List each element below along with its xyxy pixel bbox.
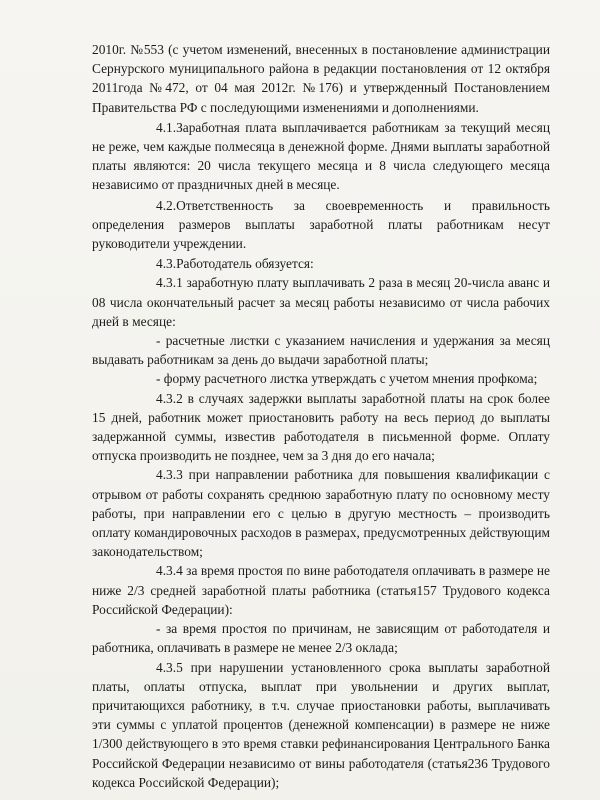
paragraph-4-3: 4.3.Работодатель обязуется: xyxy=(156,256,314,272)
paragraph-4-3-5: 4.3.5 при нарушении установленного срока выплаты заработной платы, оплаты отпуска, выплат при увольнении и других выплат, причитающихся работнику, в т.ч. случае приостановки работы, выплачивать эти суммы с уплатой процентов (денежной компенсации) в размере не ниже 1/300 действующего в это время ставки рефинансирования Центрального Банка Российской Федерации независимо от вины работодателя (статья236 Трудового кодекса Российской Федерации); xyxy=(92,659,550,790)
paragraph-4-3-4: 4.3.4 за время простоя по вине работодателя оплачивать в размере не ниже 2/3 средней заработной платы работника (статья157 Трудового кодекса Российской Федерации): xyxy=(92,563,550,617)
paragraph-list-item-downtime: - за время простоя по причинам, не зависящим от работодателя и работника, оплачивать в размере не менее 2/3 оклада; xyxy=(92,621,550,656)
paragraph-4-3-3: 4.3.3 при направлении работника для повышения квалификации с отрывом от работы сохранять среднюю заработную плату по основному месту работы, при направлении его с целью в другую местность – производить оплату командировочных расходов в размерах, предусмотренных действующим законодательством; xyxy=(92,467,550,560)
paragraph-4-1: 4.1.Заработная плата выплачивается работникам за текущий месяц не реже, чем каждые полмесяца в денежной форме. Днями выплаты заработной платы являются: 20 числа текущего месяца и 8 числа следующего месяца независимо от праздничных дней в месяце. xyxy=(92,119,550,193)
paragraph-intro: 2010г. №553 (с учетом изменений, внесенных в постановление администрации Сернурского муниципального района в редакции постановления от 12 октября 2011года №472, от 04 мая 2012г. №176) и утвержденный Постановлением Правительства РФ с последующими изменениями и дополнениями. xyxy=(92,42,550,115)
paragraph-4-3-1: 4.3.1 заработную плату выплачивать 2 раза в месяц 20-числа аванс и 08 числа окончательный расчет за месяц работы независимо от числа рабочих дней в месяце: xyxy=(92,275,550,329)
paragraph-list-item-payslips: - расчетные листки с указанием начисления и удержания за месяц выдавать работникам за день до выдачи заработной платы; xyxy=(92,333,550,368)
paragraph-list-item-payslip-form: - форму расчетного листка утверждать с учетом мнения профкома; xyxy=(156,371,538,387)
paragraph-4-3-2: 4.3.2 в случаях задержки выплаты заработной платы на срок более 15 дней, работник может приостановить работу на весь период до выплаты задержанной суммы, известив работодателя в письменной форме. Оплату отпуска производить не позднее, чем за 3 дня до его начала; xyxy=(92,390,550,464)
paragraph-4-2: 4.2.Ответственность за своевременность и правильность определения размеров выплаты заработной платы работникам несут руководители учреждении. xyxy=(92,197,550,252)
